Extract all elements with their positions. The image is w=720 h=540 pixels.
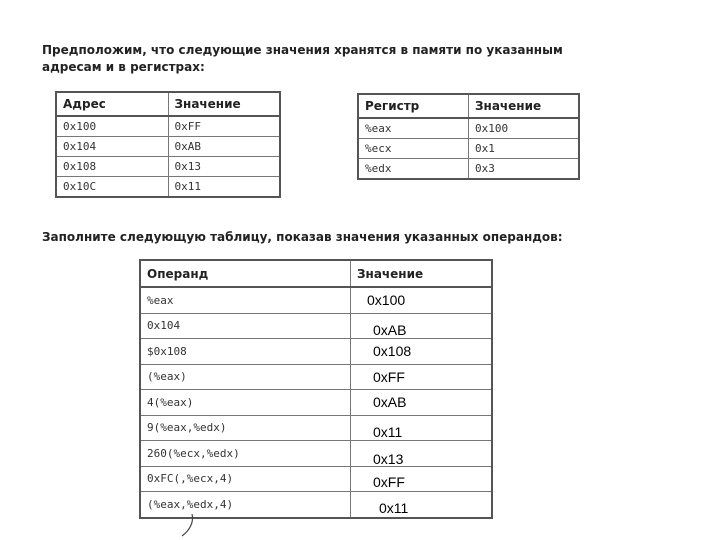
table-row (358, 159, 579, 180)
answer-cell (351, 415, 493, 441)
pen-mark (178, 512, 208, 538)
table-row (140, 287, 492, 313)
operand-cell: (%eax) (140, 364, 351, 390)
answer-text: 0xAB (373, 394, 407, 411)
operand-cell: 9(%eax,%edx) (140, 415, 351, 441)
table-header-row (358, 94, 579, 118)
column-header-value: Значение (469, 94, 580, 118)
answer-text: 0x108 (373, 343, 412, 360)
column-header-value: Значение (168, 92, 280, 116)
table-row (56, 177, 280, 198)
column-header-value: Значение (351, 260, 493, 287)
table-row (358, 139, 579, 159)
table-row (56, 116, 280, 137)
answer-cell (351, 466, 493, 492)
operand-cell: %eax (140, 287, 351, 313)
table-row (140, 339, 492, 365)
answer-text: 0x11 (379, 500, 409, 517)
operand-cell: 260(%ecx,%edx) (140, 441, 351, 467)
answer-cell (351, 313, 493, 339)
register-cell: %eax (358, 118, 469, 139)
answer-cell (351, 339, 493, 365)
value-cell: 0x11 (168, 177, 280, 198)
value-cell: 0xAB (168, 137, 280, 157)
register-cell: %edx (358, 159, 469, 180)
answer-cell (351, 492, 493, 518)
answer-cell (351, 287, 493, 313)
answer-text: 0xAB (373, 321, 407, 338)
answer-text: 0x13 (373, 451, 404, 468)
value-cell: 0x1 (469, 139, 580, 159)
answer-text: 0x11 (373, 423, 403, 440)
table-header-row (56, 92, 280, 116)
address-cell: 0x108 (56, 157, 168, 177)
operand-cell: (%eax,%edx,4) (140, 492, 351, 518)
intro-paragraph: Предположим, что следующие значения хранятся в памяти по указанным адресам и в регистрах: (42, 43, 563, 74)
table-row (140, 390, 492, 416)
operand-cell: 0x104 (140, 313, 351, 339)
answer-text: 0x100 (367, 292, 406, 309)
address-cell: 0x10C (56, 177, 168, 198)
table-row (140, 415, 492, 441)
table-row (140, 364, 492, 390)
answer-text: 0xFF (373, 368, 405, 385)
value-cell: 0x100 (469, 118, 580, 139)
operand-cell: 0xFC(,%ecx,4) (140, 466, 351, 492)
memory-table (55, 91, 281, 198)
column-header-register: Регистр (358, 94, 469, 118)
table-row (56, 157, 280, 177)
value-cell: 0xFF (168, 116, 280, 137)
address-cell: 0x104 (56, 137, 168, 157)
answer-text: 0xFF (373, 473, 405, 490)
table-header-row (140, 260, 492, 287)
operand-table (139, 259, 493, 519)
answer-cell (351, 390, 493, 416)
address-cell: 0x100 (56, 116, 168, 137)
table-row (56, 137, 280, 157)
register-table (357, 93, 580, 180)
column-header-operand: Операнд (140, 260, 351, 287)
operand-cell: 4(%eax) (140, 390, 351, 416)
table-row (140, 466, 492, 492)
column-header-address: Адрес (56, 92, 168, 116)
table-row (358, 118, 579, 139)
table-row (140, 441, 492, 467)
value-cell: 0x3 (469, 159, 580, 180)
value-cell: 0x13 (168, 157, 280, 177)
task-paragraph: Заполните следующую таблицу, показав значения указанных операндов: (42, 230, 563, 244)
register-cell: %ecx (358, 139, 469, 159)
table-row (140, 313, 492, 339)
operand-cell: $0x108 (140, 339, 351, 365)
answer-cell (351, 441, 493, 467)
answer-cell (351, 364, 493, 390)
